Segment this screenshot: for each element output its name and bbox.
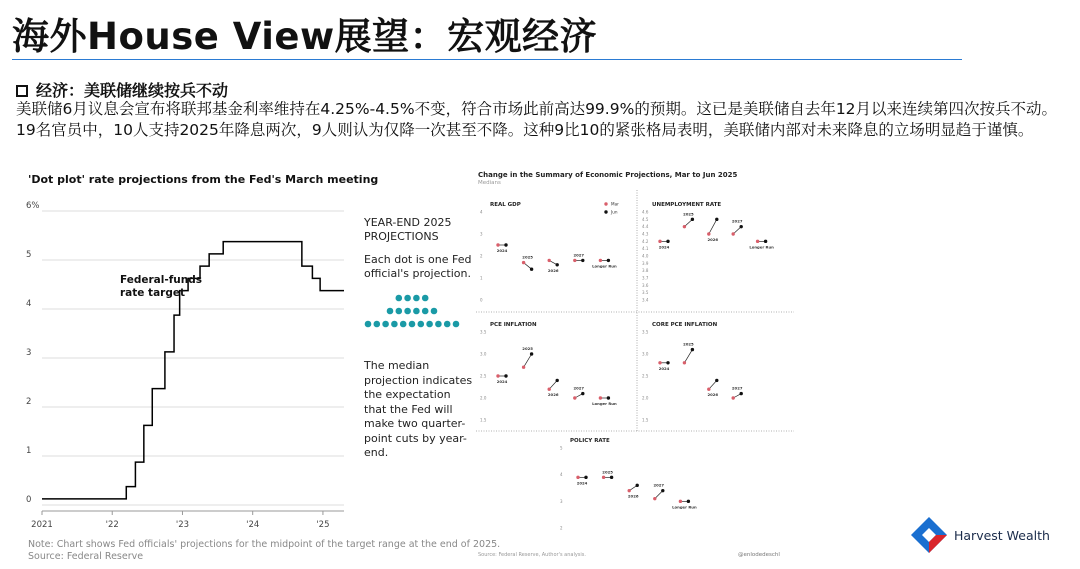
panel-y-tick-label: 3 [560, 498, 563, 504]
sep-mar-point [653, 497, 656, 500]
sep-mar-point [548, 259, 551, 262]
sep-point-label: 2025 [522, 346, 533, 351]
sep-mar-point [599, 259, 602, 262]
projection-dot [426, 321, 433, 328]
sep-jun-point [691, 218, 694, 221]
sep-chart-subtitle: Medians [478, 180, 501, 186]
sep-jun-point [556, 379, 559, 382]
sep-jun-point [740, 392, 743, 395]
sep-point-label: 2025 [683, 341, 694, 347]
panel-y-tick-label: 4 [480, 209, 483, 215]
sep-point-label: 2027 [573, 385, 585, 391]
panel-title: REAL GDP [490, 202, 521, 208]
body-paragraph: 美联储6月议息会宣布将联邦基金利率维持在4.25%-4.5%不变，符合市场此前高达99.9%的预期。这已是美联储自去年12月以来连续第四次按兵不动。19名官员中，10人支持2025年降息两次，9人则认为仅降一次甚至不降。这种9比10的紧张格局表明，美联储内部对未来降息的立场明显趋于谨慎。 [16, 100, 1058, 139]
sep-point-label: Longer Run [672, 504, 697, 510]
sep-chart-title: Change in the Summary of Economic Projections, Mar to Jun 2025 [478, 171, 738, 179]
sep-jun-point [764, 240, 767, 243]
panel-y-tick-label: 4.3 [642, 231, 649, 237]
sep-jun-point [687, 500, 690, 503]
sep-mar-point [522, 261, 525, 264]
projection-dot [413, 308, 420, 315]
sep-jun-point [666, 361, 669, 364]
projection-dot [422, 295, 429, 302]
panel-y-tick-label: 2 [480, 253, 483, 259]
sep-mar-point [683, 225, 686, 228]
projection-dot [431, 308, 438, 315]
sep-mar-point [756, 240, 759, 243]
sep-jun-point [556, 263, 559, 266]
y-tick-label: 5 [26, 250, 32, 260]
sep-jun-point [504, 243, 507, 246]
y-tick-label: 1 [26, 446, 32, 456]
fed-chart-note: Note: Chart shows Fed officials' projections for the midpoint of the target range at the end of 2025. [28, 539, 501, 550]
sep-point-label: 2026 [547, 267, 559, 273]
panel-y-tick-label: 3.9 [642, 260, 649, 266]
panel-y-tick-label: 4.2 [642, 238, 649, 244]
sep-point-label: 2024 [496, 248, 508, 253]
panel-y-tick-label: 3.0 [642, 351, 649, 357]
sep-point-label: 2025 [602, 469, 613, 475]
x-tick-label: '25 [316, 520, 330, 530]
panel-y-tick-label: 4.5 [642, 216, 649, 222]
x-tick-label: '22 [105, 520, 119, 530]
sep-jun-point [740, 225, 743, 228]
sep-point-label: Longer Run [749, 244, 774, 250]
sep-point-label: 2027 [573, 252, 585, 258]
annotation-line: Federal-funds [120, 274, 203, 286]
panel-y-tick-label: 2.5 [642, 373, 649, 379]
sep-jun-point [715, 218, 718, 221]
page-title: 海外House View展望：宏观经济 [12, 15, 598, 58]
title-divider [12, 59, 962, 60]
panel-y-tick-label: 1.5 [480, 417, 487, 423]
projection-dot [396, 308, 403, 315]
sep-point-label: 2024 [576, 480, 588, 486]
sep-mar-point [628, 489, 631, 492]
sep-jun-point [530, 268, 533, 271]
panel-y-tick-label: 4.0 [642, 253, 649, 259]
sep-point-label: 2026 [707, 237, 719, 242]
sep-point-label: 2026 [627, 493, 639, 499]
sep-jun-point [661, 489, 664, 492]
sep-mar-point [732, 396, 735, 399]
sep-change-line [684, 350, 692, 363]
y-tick-label: 4 [26, 299, 32, 309]
x-tick-label: '23 [175, 520, 190, 530]
sep-jun-point [636, 484, 639, 487]
projection-dot [435, 321, 442, 328]
section-heading [16, 78, 228, 101]
sep-point-label: 2024 [658, 244, 670, 250]
harvest-wealth-logo-text: Harvest Wealth [954, 527, 1050, 543]
sep-jun-point [607, 259, 610, 262]
panel-title: PCE INFLATION [490, 322, 537, 328]
sep-point-label: 2026 [707, 392, 719, 398]
sep-chart-source: Source: Federal Reserve, Author's analysis. [478, 552, 586, 558]
section-heading-text: 经济：美联储继续按兵不动 [36, 81, 229, 100]
sep-point-label: Longer Run [592, 263, 617, 269]
sep-jun-point [607, 396, 610, 399]
projection-dot [413, 295, 420, 302]
panel-title: POLICY RATE [570, 438, 610, 444]
sep-chart-handle: @enlodedeschl [738, 552, 780, 558]
projection-each-dot-note: Each dot is one Fed official's projection. [364, 253, 472, 280]
annotation-line: rate target [120, 287, 185, 299]
panel-y-tick-label: 3.6 [642, 282, 649, 288]
projection-dot [400, 321, 407, 328]
projection-dot [396, 295, 403, 302]
sep-change-line [549, 380, 557, 389]
panel-y-tick-label: 2.0 [642, 395, 649, 401]
sep-point-label: 2025 [522, 254, 533, 260]
sep-mar-point [707, 388, 710, 391]
sep-mar-point [683, 361, 686, 364]
sep-change-line [524, 354, 532, 367]
panel-y-tick-label: 4.6 [642, 209, 649, 215]
projection-dot [453, 321, 460, 328]
panel-y-tick-label: 3.7 [642, 275, 649, 281]
panel-y-tick-label: 0 [480, 297, 483, 303]
panel-y-tick-label: 3.5 [642, 329, 649, 335]
sep-mar-point [732, 232, 735, 235]
sep-point-label: Longer Run [592, 401, 617, 406]
panel-y-tick-label: 4.1 [642, 246, 649, 252]
projection-median-note: The median projection indicates the expectation that the Fed will make two quarter-point cuts by year-end. [364, 359, 473, 459]
sep-mar-point [573, 396, 576, 399]
sep-change-line [709, 380, 717, 389]
sep-mar-point [602, 476, 605, 479]
panel-y-tick-label: 1 [480, 275, 483, 281]
x-tick-label: '24 [246, 520, 260, 530]
sep-mar-point [548, 388, 551, 391]
sep-mar-point [707, 232, 710, 235]
fed-chart-footnote [28, 539, 500, 563]
sep-point-label: 2027 [653, 482, 665, 488]
projection-dot [422, 308, 429, 315]
sep-jun-point [715, 379, 718, 382]
panel-y-tick-label: 3.0 [480, 351, 487, 357]
panel-title: UNEMPLOYMENT RATE [652, 202, 722, 208]
sep-jun-point [610, 476, 613, 479]
projection-dot [391, 321, 398, 328]
legend-marker [604, 202, 607, 205]
sep-jun-point [530, 352, 533, 355]
sep-jun-point [504, 374, 507, 377]
sep-mar-point [679, 500, 682, 503]
sep-change-line [709, 219, 717, 234]
panel-y-tick-label: 3.5 [480, 329, 487, 335]
sep-panels [474, 186, 796, 551]
checkbox-bullet-icon [16, 85, 28, 97]
sep-mar-point [599, 396, 602, 399]
panel-y-tick-label: 4 [560, 472, 563, 478]
panel-y-tick-label: 1.5 [642, 417, 649, 423]
fed-chart-title: 'Dot plot' rate projections from the Fed's March meeting [28, 173, 379, 186]
legend-label: Jun [611, 209, 618, 215]
x-tick-label: 2021 [31, 520, 53, 530]
projection-dot [365, 321, 372, 328]
projection-dot [404, 308, 411, 315]
y-tick-label: 6% [26, 201, 40, 211]
sep-mar-point [658, 361, 661, 364]
sep-point-label: 2027 [731, 385, 743, 391]
fed-chart-source: Source: Federal Reserve [28, 551, 144, 562]
sep-mar-point [658, 240, 661, 243]
sep-point-label: 2024 [658, 365, 670, 371]
panel-y-tick-label: 5 [560, 445, 563, 451]
harvest-wealth-logo [910, 516, 1050, 554]
sep-mar-point [573, 259, 576, 262]
panel-y-tick-label: 4.4 [642, 224, 649, 230]
sep-jun-point [584, 476, 587, 479]
sep-mar-point [496, 243, 499, 246]
projection-dot [387, 308, 394, 315]
harvest-wealth-logo-icon [910, 516, 948, 554]
panel-y-tick-label: 3.8 [642, 268, 649, 274]
projection-dot [418, 321, 425, 328]
projection-dot [404, 295, 411, 302]
legend-label: Mar [611, 201, 619, 207]
fed-rate-chart [22, 195, 352, 535]
projection-dot-cluster [362, 292, 472, 334]
panel-y-tick-label: 3 [480, 231, 483, 237]
sep-jun-point [666, 240, 669, 243]
sep-mar-point [496, 374, 499, 377]
panel-title: CORE PCE INFLATION [652, 322, 718, 328]
projection-dot [444, 321, 451, 328]
y-tick-label: 0 [26, 495, 32, 505]
panel-y-tick-label: 3.5 [642, 290, 649, 296]
projection-dot [409, 321, 416, 328]
panel-y-tick-label: 3.4 [642, 297, 649, 303]
sep-point-label: 2025 [683, 211, 694, 217]
projection-heading: YEAR-END 2025 PROJECTIONS [364, 216, 452, 243]
panel-y-tick-label: 2.0 [480, 395, 487, 401]
legend-marker [604, 210, 607, 213]
sep-jun-point [581, 259, 584, 262]
sep-point-label: 2024 [496, 379, 508, 384]
rate-target-annotation [120, 274, 202, 299]
panel-y-tick-label: 2.5 [480, 373, 487, 379]
projection-dot [374, 321, 381, 328]
sep-jun-point [691, 348, 694, 351]
sep-mar-point [522, 366, 525, 369]
sep-point-label: 2027 [731, 218, 743, 224]
sep-mar-point [576, 476, 579, 479]
projection-dot [382, 321, 389, 328]
y-tick-label: 2 [26, 397, 32, 407]
sep-point-label: 2026 [547, 392, 559, 398]
y-tick-label: 3 [26, 348, 32, 358]
sep-jun-point [581, 392, 584, 395]
panel-y-tick-label: 2 [560, 525, 563, 531]
